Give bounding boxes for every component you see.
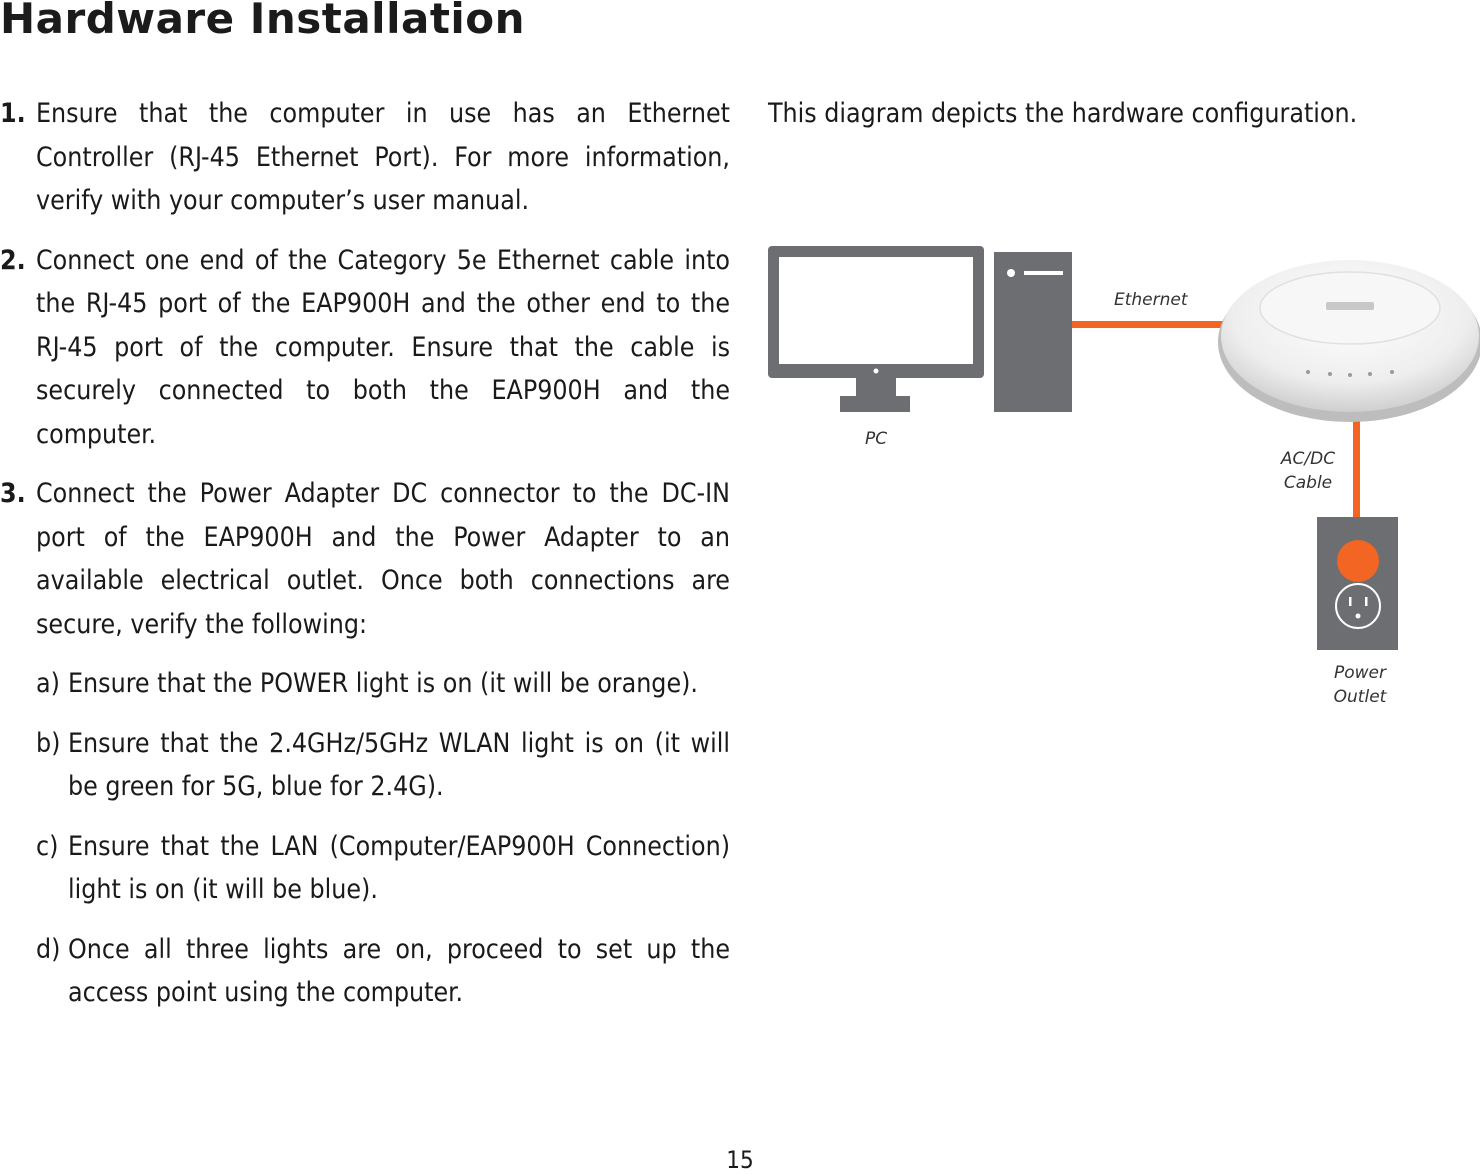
substep-letter: b) — [36, 727, 61, 759]
cable-label-line2: Cable — [1283, 473, 1333, 493]
step-2 — [0, 239, 730, 457]
substep-d — [0, 928, 730, 1015]
substep-letter: a) — [36, 668, 60, 699]
substep-letter: c) — [36, 830, 59, 862]
step-text: Connect one end of the Category 5e Ethernet cable into the RJ-45 port of the EAP900H and the other end to the RJ-45 port of the computer. Ensure that the cable is securely connected to both the EAP900H and the computer. — [36, 244, 730, 450]
substep-text: Ensure that the POWER light is on (it will be orange). — [68, 668, 698, 699]
pc-tower-icon — [994, 252, 1072, 412]
substep-a — [0, 662, 730, 706]
page-number: 15 — [726, 1146, 754, 1174]
outlet-label-line2: Outlet — [1333, 687, 1387, 707]
substep-b — [0, 722, 730, 809]
substep-text: Ensure that the 2.4GHz/5GHz WLAN light is on (it will be green for 5G, blue for 2.4G). — [68, 727, 730, 802]
step-text: Connect the Power Adapter DC connector to the DC-IN port of the EAP900H and the Power Adapter to an available electrical outlet. Once both connections are secure, verify the following: — [36, 478, 730, 640]
ethernet-label: Ethernet — [1114, 290, 1188, 310]
page-title: Hardware Installation — [0, 0, 526, 43]
cable-label-line1: AC/DC — [1280, 449, 1336, 469]
step-text: Ensure that the computer in use has an Ethernet Controller (RJ-45 Ethernet Port). For more information, verify with your computer’s user manual. — [36, 98, 730, 216]
monitor-icon — [768, 246, 984, 412]
outlet-label-line1: Power — [1333, 663, 1387, 683]
substep-letter: d) — [36, 933, 61, 965]
access-point-icon — [1218, 260, 1480, 422]
power-outlet-icon — [1317, 517, 1398, 650]
substep-text: Ensure that the LAN (Computer/EAP900H Connection) light is on (it will be blue). — [68, 830, 730, 905]
step-number: 3. — [0, 478, 26, 509]
step-1 — [0, 92, 730, 223]
pc-label: PC — [865, 429, 888, 449]
substep-text: Once all three lights are on, proceed to set up the access point using the computer. — [68, 933, 730, 1008]
step-number: 2. — [0, 244, 26, 276]
diagram-intro: This diagram depicts the hardware configuration. — [768, 98, 1358, 129]
ethernet-cable — [1072, 321, 1232, 328]
hardware-diagram — [760, 230, 1480, 720]
substep-c — [0, 825, 730, 912]
instruction-steps — [0, 92, 730, 1031]
step-3 — [0, 472, 730, 646]
step-number: 1. — [0, 98, 26, 129]
